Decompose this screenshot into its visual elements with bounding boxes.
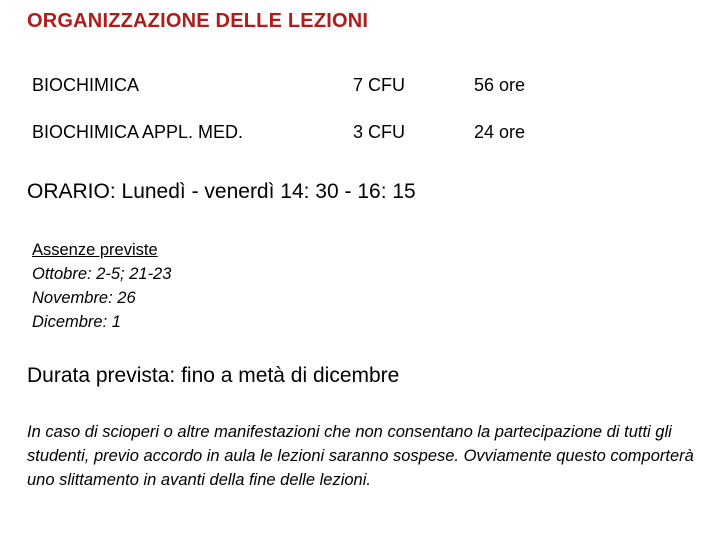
absence-line: Novembre: 26 bbox=[32, 289, 136, 307]
course-hours: 56 ore bbox=[474, 75, 526, 95]
course-hours: 24 ore bbox=[474, 122, 526, 142]
page-title: ORGANIZZAZIONE DELLE LEZIONI bbox=[27, 10, 369, 32]
course-name: BIOCHIMICA APPL. MED. bbox=[32, 122, 244, 142]
course-name: BIOCHIMICA bbox=[32, 75, 140, 95]
course-cfu: 7 CFU bbox=[353, 75, 406, 95]
absence-line: Ottobre: 2-5; 21-23 bbox=[32, 265, 172, 283]
absences-block bbox=[32, 238, 171, 334]
strike-note: In caso di scioperi o altre manifestazioni che non consentano la partecipazione di tutti gli studenti, previo accordo in aula le lezioni saranno sospese. Ovviamente questo comporterà uno slittamento in avanti della fine delle lezioni. bbox=[27, 423, 694, 489]
absences-heading: Assenze previste bbox=[32, 241, 158, 259]
course-cfu: 3 CFU bbox=[353, 122, 406, 142]
schedule-text: ORARIO: Lunedì - venerdì 14: 30 - 16: 15 bbox=[27, 180, 416, 203]
duration-text: Durata prevista: fino a metà di dicembre bbox=[27, 364, 400, 387]
absence-line: Dicembre: 1 bbox=[32, 313, 121, 331]
